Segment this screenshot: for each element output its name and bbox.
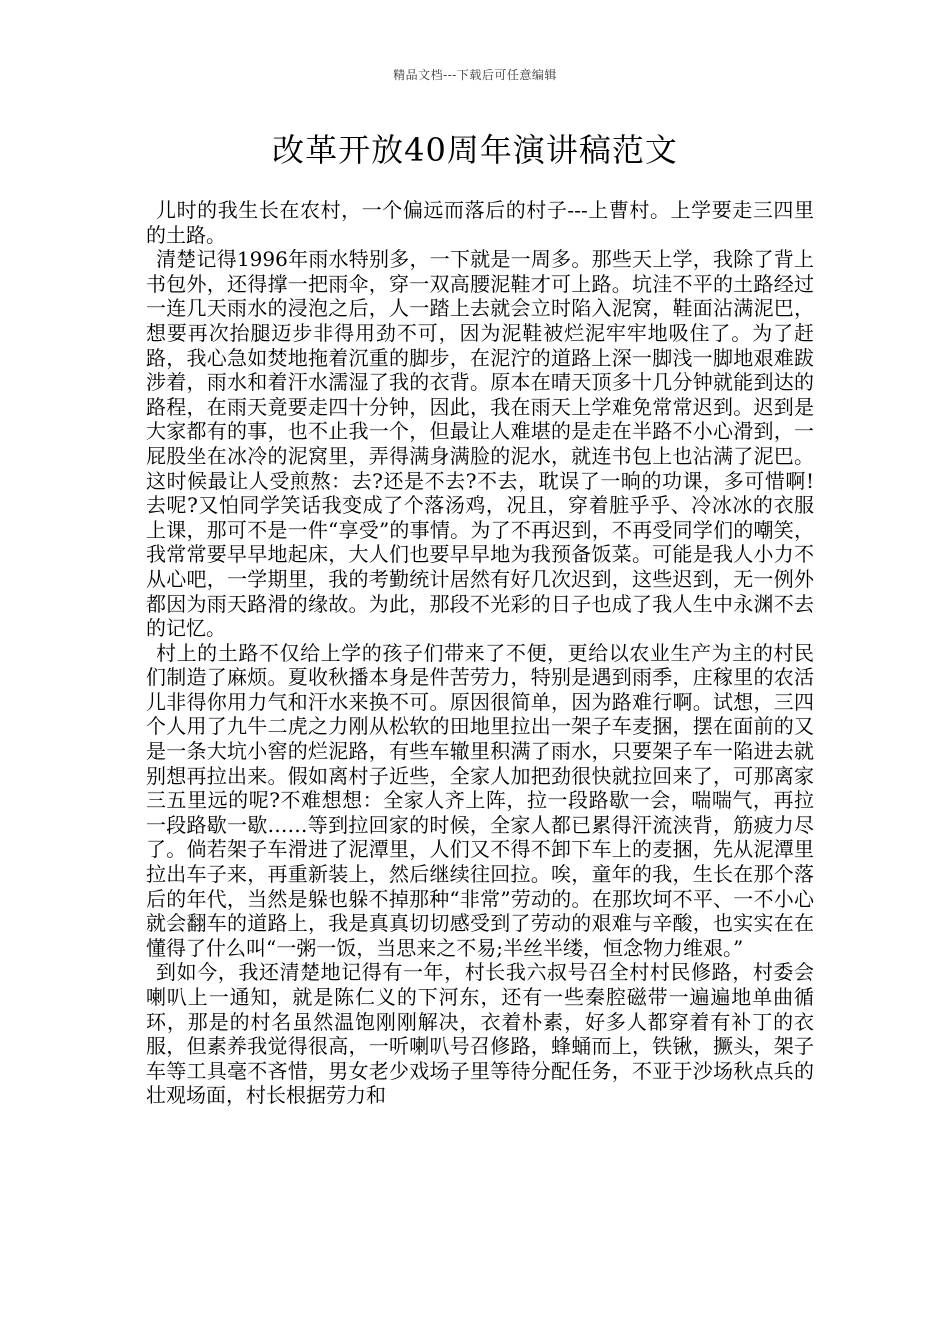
paragraph-4: 到如今，我还清楚地记得有一年，村长我六叔号召全村村民修路，村委会喇叭上一通知，就是陈仁义的下河东，还有一些秦腔磁带一遍遍地单曲循环，那是的村名虽然温饱刚刚解决，衣着朴素，好多人都穿着有补丁的衣服，但素养我觉得很高，一听喇叭号召修路，蜂蛹而上，铁锹，撅头，架子车等工具毫不吝惜，男女老少戏场子里等待分配任务，不亚于沙场秋点兵的壮观场面，村长根据劳力和 — [146, 960, 814, 1108]
paragraph-1: 儿时的我生长在农村，一个偏远而落后的村子---上曹村。上学要走三四里的土路。 — [146, 198, 814, 247]
paragraph-2: 清楚记得1996年雨水特别多，一下就是一周多。那些天上学，我除了背上书包外，还得撑一把雨伞，穿一双高腰泥鞋才可上路。坑洼不平的土路经过一连几天雨水的浸泡之后，人一踏上去就会立时陷入泥窝，鞋面沾满泥巴，想要再次抬腿迈步非得用劲不可，因为泥鞋被烂泥牢牢地吸住了。为了赶路，我心急如焚地拖着沉重的脚步，在泥泞的道路上深一脚浅一脚地艰难跋涉着，雨水和着汗水濡湿了我的衣背。原本在晴天顶多十几分钟就能到达的路程，在雨天竟要走四十分钟，因此，我在雨天上学难免常常迟到。迟到是大家都有的事，也不止我一个，但最让人难堪的是走在半路不小心滑到，一屁股坐在冰冷的泥窝里，弄得满身满脸的泥水，就连书包上也沾满了泥巴。这时候最让人受煎熬：去?还是不去?不去，耽误了一晌的功课，多可惜啊!去呢?又怕同学笑话我变成了个落汤鸡，况且，穿着脏乎乎、冷冰冰的衣服上课，那可不是一件“享受”的事情。为了不再迟到，不再受同学们的嘲笑，我常常要早早地起床，大人们也要早早地为我预备饭菜。可能是我人小力不从心吧，一学期里，我的考勤统计居然有好几次迟到，这些迟到，无一例外都因为雨天路滑的缘故。为此，那段不光彩的日子也成了我人生中永渊不去的记忆。 — [146, 247, 814, 641]
paragraph-3: 村上的土路不仅给上学的孩子们带来了不便，更给以农业生产为主的村民们制造了麻烦。夏收秋播本身是件苦劳力，特别是遇到雨季，庄稼里的农活儿非得你用力气和汗水来换不可。原因很简单，因为路难行啊。试想，三四个人用了九牛二虎之力刚从松软的田地里拉出一架子车麦捆，摆在面前的又是一条大坑小窖的烂泥路，有些车辙里积满了雨水，只要架子车一陷进去就别想再拉出来。假如离村子近些，全家人加把劲很快就拉回来了，可那离家三五里远的呢?不难想想：全家人齐上阵，拉一段路歇一会，喘喘气，再拉一段路歇一歇……等到拉回家的时候，全家人都已累得汗流浃背，筋疲力尽了。倘若架子车滑进了泥潭里，人们又不得不卸下车上的麦捆，先从泥潭里拉出车子来，再重新装上，然后继续往回拉。唉，童年的我，生长在那个落后的年代，当然是躲也躲不掉那种“非常”劳动的。在那坎坷不平、一不小心就会翻车的道路上，我是真真切切感受到了劳动的艰难与辛酸，也实实在在懂得了什么叫“一粥一饭，当思来之不易;半丝半缕，恒念物力维艰。” — [146, 640, 814, 960]
document-title: 改革开放40周年演讲稿范文 — [272, 131, 678, 169]
page-header: 精品文档---下载后可任意编辑 — [393, 68, 557, 82]
document-body — [146, 198, 814, 1108]
